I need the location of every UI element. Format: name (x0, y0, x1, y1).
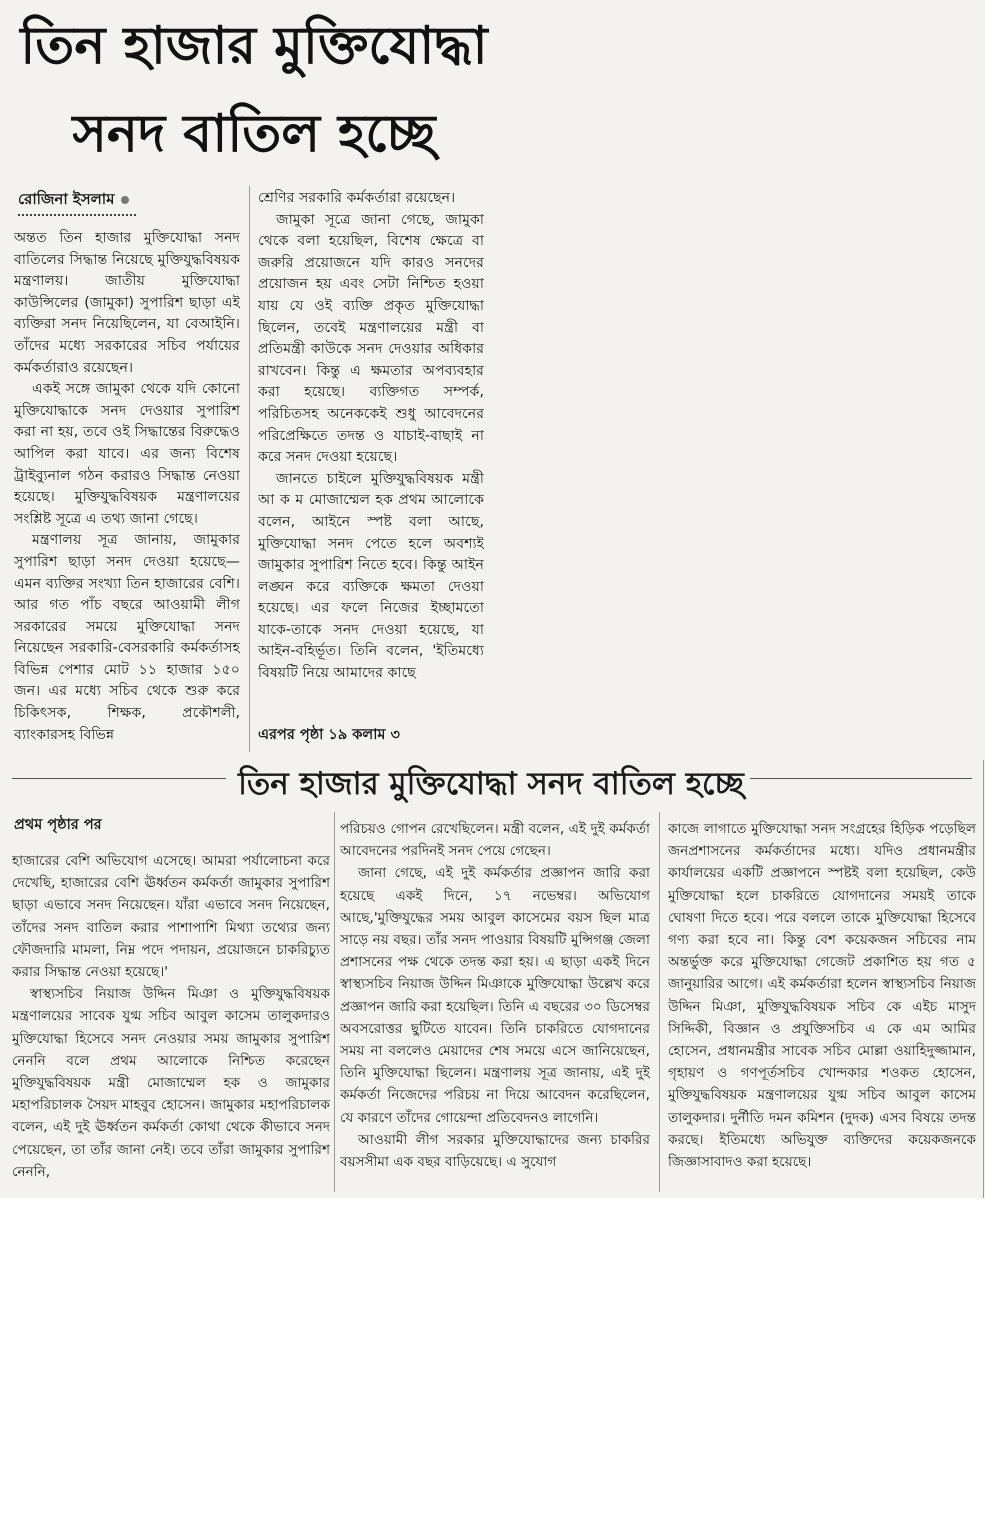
jump-headline: তিন হাজার মুক্তিযোদ্ধা সনদ বাতিল হচ্ছে (238, 766, 744, 802)
section-rule-right (750, 778, 972, 779)
headline-line-1: তিন হাজার মুক্তিযোদ্ধা (20, 16, 488, 76)
paragraph: স্বাস্থ্যসচিব নিয়াজ উদ্দিন মিঞা ও মুক্তিযুদ্ধবিষয়ক মন্ত্রণালয়ের সাবেক যুগ্ম সচিব আবুল কাসেম তালুকদারও মুক্তিযোদ্ধা হিসেবে সনদ নেওয়ার সময় জামুকার সুপারিশ নেননি বলে প্রথম আলোকে নিশ্চিত করেছেন মুক্তিযুদ্ধবিষয়ক মন্ত্রী মোজাম্মেল হক ও জামুকার মহাপরিচালক সৈয়দ মাহবুব হোসেন। জামুকার মহাপরিচালক বলেন, এই দুই ঊর্ধ্বতন কর্মকর্তা কোথা থেকে কীভাবে সনদ পেয়েছেন, তা তাঁর জানা নেই। তবে তাঁরা জামুকার সুপারিশ নেননি, (12, 986, 330, 1180)
column-divider (659, 812, 660, 1192)
clip-edge (983, 760, 984, 1198)
byline-name: রোজিনা ইসলাম (18, 190, 115, 208)
jump-column-2 (340, 818, 650, 1188)
paragraph: কাজে লাগাতে মুক্তিযোদ্ধা সনদ সংগ্রহের হিড়িক পড়েছিল জনপ্রশাসনের কর্মকর্তাদের মধ্যে। যদিও প্রধানমন্ত্রীর কার্যালয়ের একটি প্রজ্ঞাপনে স্পষ্টই বলা হয়েছিল, কেউ মুক্তিযোদ্ধা হলে চাকরিতে যোগদানের সময়ই তাকে ঘোষণা দিতে হবে। পরে বললে তাকে মুক্তিযোদ্ধা হিসেবে গণ্য করা হবে না। কিন্তু বেশ কয়েকজন সচিবের নাম অন্তর্ভুক্ত করে মুক্তিযোদ্ধা গেজেট প্রকাশিত হয় গত ৫ জানুয়ারির আগে। এই কর্মকর্তারা হলেন স্বাস্থ্যসচিব নিয়াজ উদ্দিন মিঞা, মুক্তিযুদ্ধবিষয়ক সচিব কে এইচ মাসুদ সিদ্দিকী, বিজ্ঞান ও প্রযুক্তিসচিব এ কে এম আমির হোসেন, প্রধানমন্ত্রীর সাবেক সচিব মোল্লা ওয়াহিদুজ্জামান, গৃহায়ণ ও গণপূর্তসচিব খোন্দকার শওকত হোসেন, মুক্তিযুদ্ধবিষয়ক মন্ত্রণালয়ের যুগ্ম সচিব আবুল কাসেম তালুকদার। দুর্নীতি দমন কমিশন (দুদক) এসব বিষয়ে তদন্ত করছে। ইতিমধ্যে অভিযুক্ত ব্যক্তিদের কয়েকজনকে জিজ্ঞাসাবাদও করা হয়েছে। (668, 821, 976, 1171)
paragraph: হাজারের বেশি অভিযোগ এসেছে। আমরা পর্যালোচনা করে দেখেছি, হাজারের বেশি ঊর্ধ্বতন কর্মকর্তা জামুকার সুপারিশ ছাড়া এভাবে সনদ নিয়েছেন। যাঁরা এভাবে সনদ নিয়েছেন, তাঁদের সনদ বাতিল করার পাশাপাশি মিথ্যা তথ্যের জন্য ফৌজদারি মামলা, নিম্ন পদে পদায়ন, প্রয়োজনে চাকরিচ্যুত করার সিদ্ধান্ত নেওয়া হয়েছে।' (12, 853, 330, 981)
section-rule-left (12, 778, 226, 779)
paragraph: জামুকা সূত্রে জানা গেছে, জামুকা থেকে বলা হয়েছিল, বিশেষ ক্ষেত্রে বা জরুরি প্রয়োজনে যদি কারও সনদের প্রয়োজন হয় এবং সেটা নিশ্চিত হওয়া যায় যে ওই ব্যক্তি প্রকৃত মুক্তিযোদ্ধা ছিলেন, তবেই মন্ত্রণালয়ের মন্ত্রী বা প্রতিমন্ত্রী কাউকে সনদ দেওয়ার অধিকার রাখবেন। কিন্তু এ ক্ষমতার অপব্যবহার করা হয়েছে। ব্যক্তিগত সম্পর্ক, পরিচিতসহ অনেককেই শুধু আবেদনের পরিপ্রেক্ষিতে তদন্ত ও যাচাই-বাছাই না করে সনদ দেওয়া হয়েছে। (258, 211, 484, 466)
paragraph: শ্রেণির সরকারি কর্মকর্তারা রয়েছেন। (258, 190, 456, 206)
paragraph: পরিচয়ও গোপন রেখেছিলেন। মন্ত্রী বলেন, এই দুই কর্মকর্তা আবেদনের পরদিনই সনদ পেয়ে গেছেন। (340, 821, 650, 860)
paragraph: অন্তত তিন হাজার মুক্তিযোদ্ধা সনদ বাতিলের সিদ্ধান্ত নিয়েছে মুক্তিযুদ্ধবিষয়ক মন্ত্রণালয়। জাতীয় মুক্তিযোদ্ধা কাউন্সিলের (জামুকা) সুপারিশ ছাড়া এই ব্যক্তিরা সনদ নিয়েছিলেন, যা বেআইনি। তাঁদের মধ্যে সরকারের সচিব পর্যায়ের কর্মকর্তারাও রয়েছেন। (14, 230, 240, 376)
jump-column-1 (12, 850, 330, 1190)
byline-divider (18, 214, 136, 216)
paragraph: মন্ত্রণালয় সূত্র জানায়, জামুকার সুপারিশ ছাড়া সনদ দেওয়া হয়েছে—এমন ব্যক্তির সংখ্যা তিন হাজারের বেশি। আর গত পাঁচ বছরে আওয়ামী লীগ সরকারের সময়ে মুক্তিযোদ্ধা সনদ নিয়েছেন সরকারি-বেসরকারি কর্মকর্তাসহ বিভিন্ন পেশার মোট ১১ হাজার ১৫০ জন। এর মধ্যে সচিব থেকে শুরু করে চিকিৎসক, শিক্ষক, প্রকৌশলী, ব্যাংকারসহ বিভিন্ন (14, 532, 240, 743)
continued-notice: এরপর পৃষ্ঠা ১৯ কলাম ৩ (258, 727, 400, 743)
byline (18, 188, 129, 213)
paragraph: জানতে চাইলে মুক্তিযুদ্ধবিষয়ক মন্ত্রী আ ক ম মোজাম্মেল হক প্রথম আলোকে বলেন, আইনে স্পষ্ট বলা আছে, মুক্তিযোদ্ধা সনদ পেতে হলে অবশ্যই জামুকার সুপারিশ নিতে হবে। কিন্তু আইন লঙ্ঘন করে ব্যক্তিকে ক্ষমতা দেওয়া হয়েছে। এর ফলে নিজের ইচ্ছামতো যাকে-তাকে সনদ দেওয়া হয়েছে, যা আইন-বহির্ভূত। তিনি বলেন, 'ইতিমধ্যে বিষয়টি নিয়ে আমাদের কাছে (258, 470, 484, 682)
paragraph: আওয়ামী লীগ সরকার মুক্তিযোদ্ধাদের জন্য চাকরির বয়সসীমা এক বছর বাড়িয়েছে। এ সুযোগ (340, 1131, 650, 1171)
article-column-2 (258, 188, 484, 718)
column-divider (334, 812, 335, 1192)
bullet-icon (121, 196, 129, 204)
article-column-1 (14, 228, 240, 756)
jump-column-3 (668, 818, 976, 1188)
column-divider (249, 186, 250, 752)
paragraph: জানা গেছে, এই দুই কর্মকর্তার প্রজ্ঞাপন জারি করা হয়েছে একই দিনে, ১৭ নভেম্বর। অভিযোগ আছে,'মুক্তিযুদ্ধের সময় আবুল কাসেমের বয়স ছিল মাত্র সাড়ে নয় বছর। তাঁর সনদ পাওয়ার বিষয়টি মুন্সিগঞ্জ জেলা প্রশাসনের পক্ষ থেকে তদন্ত করা হয়। এ ছাড়া একই দিনে স্বাস্থ্যসচিব নিয়াজ উদ্দিন মিঞাকে মুক্তিযোদ্ধা উল্লেখ করে প্রজ্ঞাপন জারি করা হয়েছিল। তিনি এ বছরের ৩০ ডিসেম্বর অবসরোত্তর ছুটিতে যাবেন। তিনি চাকরিতে যোগদানের সময় না বললেও মেয়াদের শেষ সময়ে এসে জানিয়েছেন, তিনি মুক্তিযোদ্ধা ছিলেন। মন্ত্রণালয় সূত্র জানায়, এই দুই কর্মকর্তা নিজেদের পরিচয় না দিয়ে আবেদন করেছিলেন, যে কারণে তাঁদের গোয়েন্দা প্রতিবেদনও লাগেনি। (340, 865, 650, 1126)
from-page-label: প্রথম পৃষ্ঠার পর (14, 817, 102, 833)
headline-line-2: সনদ বাতিল হচ্ছে (72, 104, 436, 164)
paragraph: একই সঙ্গে জামুকা থেকে যদি কোনো মুক্তিযোদ্ধাকে সনদ দেওয়ার সুপারিশ করা না হয়, তবে ওই সিদ্ধান্তের বিরুদ্ধেও আপিল করা যাবে। এর জন্য বিশেষ ট্রাইব্যুনাল গঠন করারও সিদ্ধান্ত নেওয়া হয়েছে। মুক্তিযুদ্ধবিষয়ক মন্ত্রণালয়ের সংশ্লিষ্ট সূত্রে এ তথ্য জানা গেছে। (14, 381, 240, 527)
